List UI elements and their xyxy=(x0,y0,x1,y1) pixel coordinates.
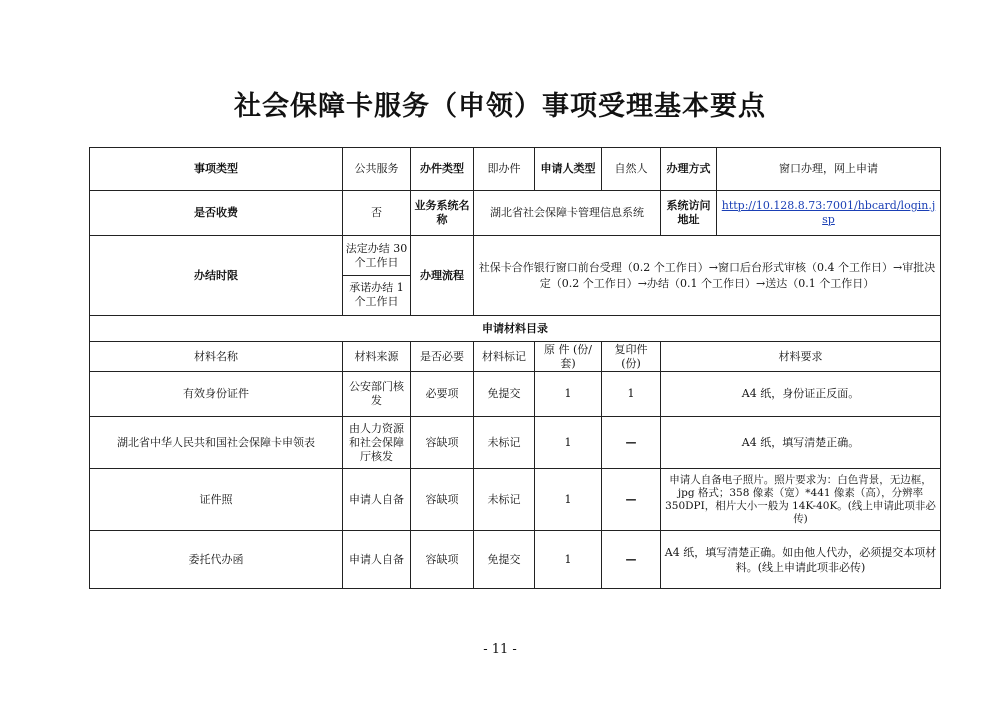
material-source: 申请人自备 xyxy=(343,531,411,589)
method-label: 办理方式 xyxy=(661,148,717,191)
material-requirement: A4 纸，填写清楚正确。 xyxy=(661,417,941,469)
method-value: 窗口办理，网上申请 xyxy=(717,148,941,191)
system-name-label: 业务系统名称 xyxy=(411,191,474,236)
material-source: 由人力资源和社会保障厅核发 xyxy=(343,417,411,469)
table-row xyxy=(90,417,941,469)
material-mark: 免提交 xyxy=(474,531,535,589)
material-name: 证件照 xyxy=(90,469,343,531)
material-copy: — xyxy=(602,531,661,589)
material-copy: 1 xyxy=(602,372,661,417)
material-original: 1 xyxy=(535,372,602,417)
info-row-type xyxy=(90,148,941,191)
material-name: 有效身份证件 xyxy=(90,372,343,417)
material-requirement: 申请人自备电子照片。照片要求为：白色背景，无边框，jpg 格式；358 像素（宽）*441 像素（高），分辨率 350DPI，相片大小一般为 14K-40K。(线上申请此项非必传) xyxy=(661,469,941,531)
material-source: 公安部门核发 xyxy=(343,372,411,417)
handling-type-label: 办件类型 xyxy=(411,148,474,191)
system-url-label: 系统访问地址 xyxy=(661,191,717,236)
header-mark: 材料标记 xyxy=(474,342,535,372)
material-source: 申请人自备 xyxy=(343,469,411,531)
header-original: 原 件 (份/套) xyxy=(535,342,602,372)
material-original: 1 xyxy=(535,469,602,531)
page-number: - 11 - xyxy=(483,642,517,657)
material-required: 容缺项 xyxy=(411,469,474,531)
time-limit-nested xyxy=(343,237,410,315)
system-name-value: 湖北省社会保障卡管理信息系统 xyxy=(474,191,661,236)
material-required: 容缺项 xyxy=(411,531,474,589)
fee-value: 否 xyxy=(343,191,411,236)
header-copy: 复印件 (份) xyxy=(602,342,661,372)
material-copy: — xyxy=(602,417,661,469)
system-url-link[interactable]: http://10.128.8.73:7001/hbcard/login.jsp xyxy=(717,191,941,236)
header-required: 是否必要 xyxy=(411,342,474,372)
material-mark: 免提交 xyxy=(474,372,535,417)
header-material-source: 材料来源 xyxy=(343,342,411,372)
material-requirement: A4 纸，身份证正反面。 xyxy=(661,372,941,417)
table-row xyxy=(90,372,941,417)
material-mark: 未标记 xyxy=(474,469,535,531)
applicant-type-label: 申请人类型 xyxy=(535,148,602,191)
item-type-label: 事项类型 xyxy=(90,148,343,191)
materials-section-title: 申请材料目录 xyxy=(90,316,941,342)
material-name: 委托代办函 xyxy=(90,531,343,589)
info-row-fee xyxy=(90,191,941,236)
materials-header-row xyxy=(90,342,941,372)
time-limit-label: 办结时限 xyxy=(90,236,343,316)
header-material-name: 材料名称 xyxy=(90,342,343,372)
applicant-type-value: 自然人 xyxy=(602,148,661,191)
header-requirement: 材料要求 xyxy=(661,342,941,372)
material-copy: — xyxy=(602,469,661,531)
handling-type-value: 即办件 xyxy=(474,148,535,191)
service-table xyxy=(89,147,941,589)
material-original: 1 xyxy=(535,531,602,589)
time-limit-cell xyxy=(343,236,411,316)
legal-time-limit: 法定办结 30 个工作日 xyxy=(343,237,410,276)
material-name: 湖北省中华人民共和国社会保障卡申领表 xyxy=(90,417,343,469)
material-original: 1 xyxy=(535,417,602,469)
material-requirement: A4 纸，填写清楚正确。如由他人代办，必须提交本项材料。(线上申请此项非必传) xyxy=(661,531,941,589)
info-row-time xyxy=(90,236,941,316)
promised-time-limit: 承诺办结 1 个工作日 xyxy=(349,281,404,309)
material-required: 必要项 xyxy=(411,372,474,417)
item-type-value: 公共服务 xyxy=(343,148,411,191)
table-row xyxy=(90,531,941,589)
material-mark: 未标记 xyxy=(474,417,535,469)
materials-section-row xyxy=(90,316,941,342)
fee-label: 是否收费 xyxy=(90,191,343,236)
material-required: 容缺项 xyxy=(411,417,474,469)
document-title: 社会保障卡服务（申领）事项受理基本要点 xyxy=(234,91,766,122)
table-row xyxy=(90,469,941,531)
process-value: 社保卡合作银行窗口前台受理（0.2 个工作日）→窗口后台形式审核（0.4 个工作日）→审批决定（0.2 个工作日）→办结（0.1 个工作日）→送达（0.1 个工作日） xyxy=(474,236,941,316)
process-label: 办理流程 xyxy=(411,236,474,316)
